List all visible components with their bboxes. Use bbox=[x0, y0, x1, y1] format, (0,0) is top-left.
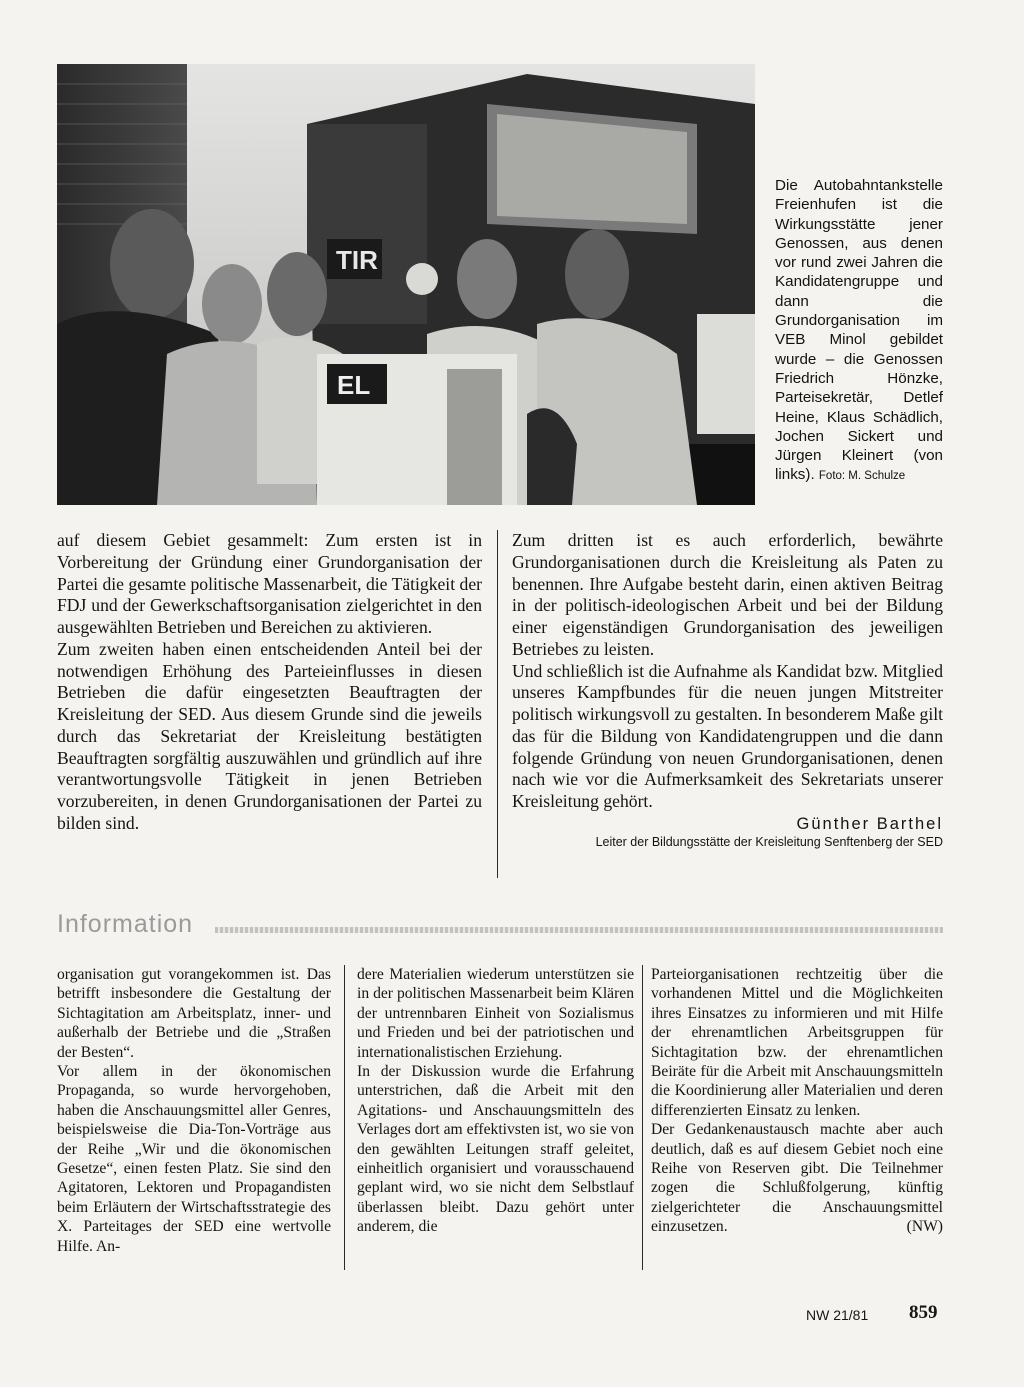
issue-label: NW 21/81 bbox=[806, 1307, 869, 1323]
pump-sign: EL bbox=[337, 370, 371, 400]
news-paragraph: In der Diskussion wurde die Erfahrung unterstrichen, daß die Arbeit mit den Agitations- und Anschauungsmitteln des Verlages dort am effektivsten ist, wo sie von den gewählten Leitungen straff geleitet, einheitlich organisiert und vorausschauend geplant wird, wo sie nicht dem Selbstlauf überlassen bleibt. Dazu gehört unter anderem, die bbox=[357, 1063, 634, 1236]
author-role: Leiter der Bildungsstätte der Kreisleitung Senftenberg der SED bbox=[595, 834, 943, 849]
news-paragraph: Vor allem in der ökonomischen Propaganda, so wurde hervorgehoben, haben die Anschauungsmittel aller Genres, beispielsweise die Dia-Ton-Vorträge aus der Reihe „Wir und die ökonomischen Gesetze“, einen festen Platz. Sie sind den Agitatoren, Lektoren und Propagandisten beim Erläutern der Wirtschaftsstrategie des X. Parteitages der SED eine wertvolle Hilfe. An- bbox=[57, 1063, 331, 1255]
caption-text: Die Autobahntankstelle Freienhufen ist die Wirkungsstätte jener Genossen, aus denen vor rund zwei Jahren die Kandidatengruppe und dann die Grundorganisation im VEB Minol gebildet wurde – die Genossen Friedrich Hönzke, Parteisekretär, Detlef Heine, Klaus Schädlich, Jochen Sickert und Jürgen Kleinert (von links). bbox=[775, 177, 943, 484]
news-paragraph: dere Materialien wiederum unterstützen sie in der politischen Massenarbeit beim Klären der untrennbaren Einheit von Sozialismus und Frieden und bei der patriotischen und internationalistischen Erziehung. bbox=[357, 966, 634, 1061]
truck-sign: TIR bbox=[336, 245, 378, 275]
article-column-left bbox=[57, 530, 482, 835]
page-number: 859 bbox=[909, 1302, 938, 1323]
article-paragraph: auf diesem Gebiet gesammelt: Zum ersten ist in Vorbereitung der Gründung einer Grundorganisation der Partei die gesamte politische Massenarbeit, die Tätigkeit der FDJ und der Gewerkschaftsorganisation zielgerichtet in den ausgewählten Betrieben und Bereichen zu aktivieren. bbox=[57, 530, 482, 637]
photo-caption bbox=[775, 176, 943, 487]
news-paragraph: Parteiorganisationen rechtzeitig über die vorhandenen Mittel und die Möglichkeiten ihres Einsatzes zu informieren und mit Hilfe der ehrenamtlichen Arbeitsgruppen für Sichtagitation bzw. der ehrenamtlichen Beiräte für die Arbeit mit Anschauungsmitteln die Koordinierung aller Materialien und deren differenzierten Einsatz zu lenken. bbox=[651, 966, 943, 1119]
article-paragraph: Und schließlich ist die Aufnahme als Kandidat bzw. Mitglied unseres Kampfbundes für die neuen jungen Mitstreiter politisch wirkungsvoll zu gestalten. In besonderem Maße gilt das für die Bildung von Kandidatengruppen und die dann folgende Gründung von neuen Grundorganisationen, denen nach wie vor die Aufmerksamkeit des Sekretariats unserer Kreisleitung gehört. bbox=[512, 660, 943, 811]
photo-credit: Foto: M. Schulze bbox=[818, 470, 906, 483]
news-signature: (NW) bbox=[906, 1218, 943, 1236]
news-paragraph: organisation gut vorangekommen ist. Das betrifft insbesondere die Gestaltung der Sichtagitation am Arbeitsplatz, inner- und außerhalb der Betriebe und die „Straßen der Besten“. bbox=[57, 966, 331, 1061]
photo-icon bbox=[57, 64, 755, 505]
news-paragraph-text: Der Gedankenaustausch machte aber auch deutlich, daß es auf diesem Gebiet noch eine Reihe von Reserven gibt. Die Teilnehmer zogen die Schlußfolgerung, künftig zielgerichteter die Anschauungsmittel einzusetzen. bbox=[651, 1121, 943, 1236]
column-divider bbox=[344, 965, 345, 1270]
news-column-2 bbox=[357, 965, 634, 1237]
section-rule bbox=[215, 927, 943, 933]
author-name: Günther Barthel bbox=[796, 814, 943, 833]
photo bbox=[57, 64, 755, 505]
article-paragraph: Zum dritten ist es auch erforderlich, bewährte Grundorganisationen durch die Kreisleitung als Paten zu benennen. Ihre Aufgabe besteht darin, einen aktiven Beitrag in der politisch-ideologischen Arbeit und bei der Bildung einer eigenständigen Grundorganisation des jeweiligen Betriebes zu leisten. bbox=[512, 530, 943, 659]
news-column-1 bbox=[57, 965, 331, 1256]
column-divider bbox=[642, 965, 643, 1270]
column-divider bbox=[497, 530, 498, 878]
article-paragraph: Zum zweiten haben einen entscheidenden Anteil bei der notwendigen Erhöhung des Parteieinflusses in diesen Betrieben die dafür eingesetzten Beauftragten der Kreisleitung der SED. Aus diesem Grunde sind die jeweils durch das Sekretariat der Kreisleitung bestätigten Beauftragten sorgfältig auszuwählen und gründlich auf ihre verantwortungsvolle Tätigkeit in jenen Betrieben vorzubereiten, in denen Grundorganisationen der Partei zu bilden sind. bbox=[57, 638, 482, 833]
section-heading: Information bbox=[57, 910, 194, 938]
news-column-3 bbox=[651, 965, 943, 1237]
news-paragraph bbox=[651, 1120, 943, 1236]
article-column-right bbox=[512, 530, 943, 851]
